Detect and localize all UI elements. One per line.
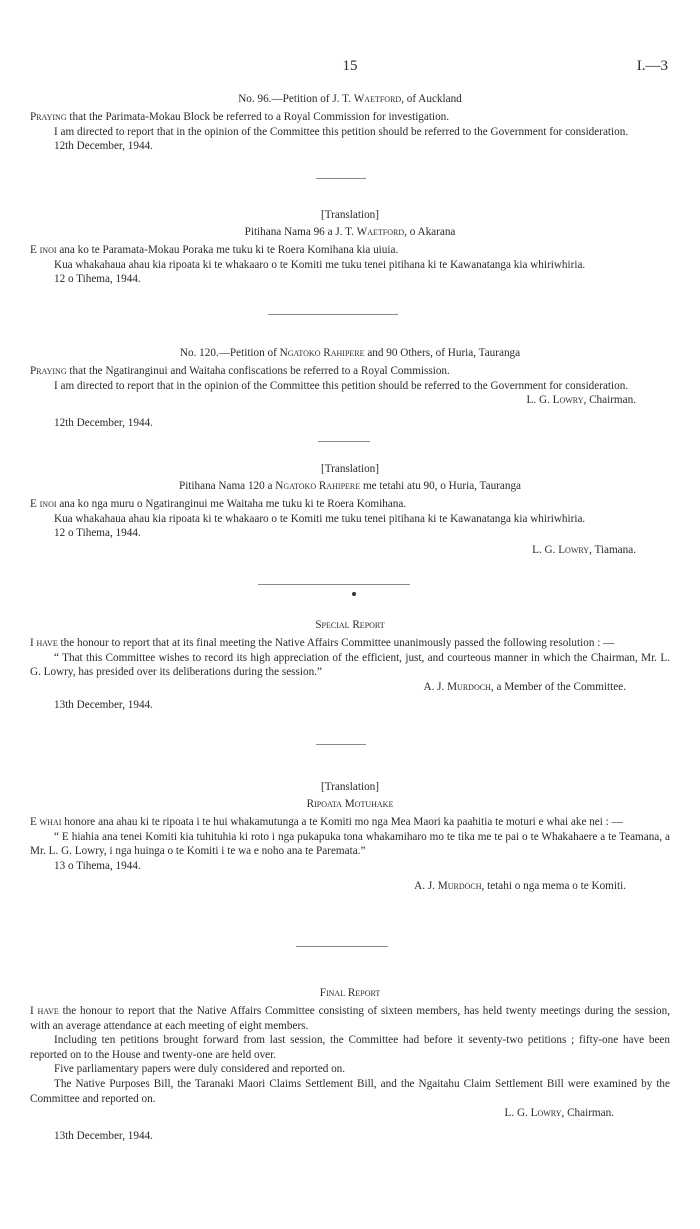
petition-96-date: 12th December, 1944. xyxy=(54,140,153,153)
petition-96-body xyxy=(30,110,670,154)
petition-96-heading: No. 96.—Petition of J. T. Waetford, of Auckland xyxy=(238,93,462,105)
petition-96-prayer: Praying that the Parimata-Mokau Block be referred to a Royal Commission for investigation. xyxy=(30,111,450,123)
petition-96-report: I am directed to report that in the opinion of the Committee this petition should be referred to the Government for consideration. xyxy=(54,125,629,138)
final-report-para-4: The Native Purposes Bill, the Taranaki Maori Claims Settlement Bill, and the Ngaitahu Claim Settlement Bill were examined by the Committee and reported on. xyxy=(30,1077,670,1105)
petition-120-date: 12th December, 1944. xyxy=(54,416,153,429)
special-report-translation-label: [Translation] xyxy=(320,781,379,793)
translation-96-body xyxy=(30,243,670,287)
final-report-para-2: Including ten petitions brought forward from last session, the Committee had before it seventy-two petitions ; fifty-one have been reported on to the House and twenty-one are held over. xyxy=(30,1034,670,1061)
final-report-title: Final Report xyxy=(319,987,381,999)
final-report-para-3: Five parliamentary papers were duly considered and reported on. xyxy=(54,1063,346,1076)
special-report-signature: A. J. Murdoch, a Member of the Committee. xyxy=(423,680,626,693)
final-report-signature: L. G. Lowry, Chairman. xyxy=(504,1107,614,1120)
petition-120-prayer: Praying that the Ngatiranginui and Waitaha confiscations be referred to a Royal Commission. xyxy=(30,365,450,377)
petition-120-heading: No. 120.—Petition of Ngatoko Rahipere and 90 Others, of Huria, Tauranga xyxy=(179,347,521,359)
translation-96-heading: Pitihana Nama 96 a J. T. Waetford, o Akarana xyxy=(244,226,456,238)
special-report-resolution: “ That this Committee wishes to record its high appreciation of the efficient, just, and courteous manner in which the Chairman, Mr. L. G. Lowry, has presided over its deliberations during the session.” xyxy=(30,651,670,679)
special-report-translation-intro: E whai honore ana ahau ki te ripoata i te hui whakamutunga a te Komiti mo nga Mea Maori ka paahitia te moturi e whai ake nei : — xyxy=(30,816,623,828)
section-divider xyxy=(258,584,410,585)
translation-120-heading: Pitihana Nama 120 a Ngatoko Rahipere me tetahi atu 90, o Huria, Tauranga xyxy=(178,480,522,492)
section-divider xyxy=(268,314,398,315)
petition-120-report: I am directed to report that in the opinion of the Committee this petition should be referred to the Government for consideration. xyxy=(54,379,629,392)
section-divider xyxy=(316,744,366,745)
special-report-date: 13th December, 1944. xyxy=(54,699,153,712)
special-report-title: Special Report xyxy=(315,619,385,631)
translation-96-date: 12 o Tihema, 1944. xyxy=(54,273,141,286)
petition-120-body xyxy=(30,364,670,430)
section-divider xyxy=(316,178,366,179)
special-report-translation-title: Ripoata Motuhake xyxy=(306,798,394,810)
translation-120-date: 12 o Tihema, 1944. xyxy=(54,527,141,540)
petition-120-signature: L. G. Lowry, Chairman. xyxy=(526,394,636,407)
translation-96-prayer: E inoi ana ko te Paramata-Mokau Poraka me tuku ki te Roera Komihana kia uiuia. xyxy=(30,244,399,256)
final-report-body xyxy=(30,1004,670,1143)
section-divider xyxy=(318,441,370,442)
page-number: 15 xyxy=(342,58,358,74)
translation-96-label: [Translation] xyxy=(320,209,379,221)
final-report-date: 13th December, 1944. xyxy=(54,1129,153,1142)
translation-120-body xyxy=(30,497,670,557)
section-divider xyxy=(296,946,388,947)
translation-120-label: [Translation] xyxy=(320,463,379,475)
final-report-para-1: I have the honour to report that the Native Affairs Committee consisting of sixteen members, has held twenty meetings during the session, with an average attendance at each meeting of eight members. xyxy=(30,1005,670,1032)
special-report-translation-resolution: “ E hiahia ana tenei Komiti kia tuhituhia ki roto i nga pukapuka tona whakamiharo mo te tika me te pai o te Whakahaere a te Teamana, a Mr. L. G. Lowry, i nga huinga o te Komiti i te wa e noho ana te Paremata.” xyxy=(30,830,670,858)
special-report-intro: I have the honour to report that at its final meeting the Native Affairs Committee unanimously passed the following resolution : — xyxy=(30,637,615,649)
special-report-translation-signature: A. J. Murdoch, tetahi o nga mema o te Komiti. xyxy=(414,880,626,893)
paper-reference: I.—3 xyxy=(636,58,668,74)
translation-96-report: Kua whakahaua ahau kia ripoata ki te whakaaro o te Komiti me tuku tenei pitihana ki te Kawanatanga kia whiriwhiria. xyxy=(54,258,586,271)
special-report-translation-date: 13 o Tihema, 1944. xyxy=(54,859,141,872)
translation-120-signature: L. G. Lowry, Tiamana. xyxy=(532,543,636,556)
translation-120-prayer: E inoi ana ko nga muru o Ngatiranginui me Waitaha me tuku ki te Roera Komihana. xyxy=(30,498,407,510)
translation-120-report: Kua whakahaua ahau kia ripoata ki te whakaaro o te Komiti me tuku tenei pitihana ki te Kawanatanga kia whiriwhiria. xyxy=(54,512,586,525)
special-report-body xyxy=(30,636,670,713)
divider-dot xyxy=(352,592,356,596)
special-report-translation-body xyxy=(30,815,670,894)
